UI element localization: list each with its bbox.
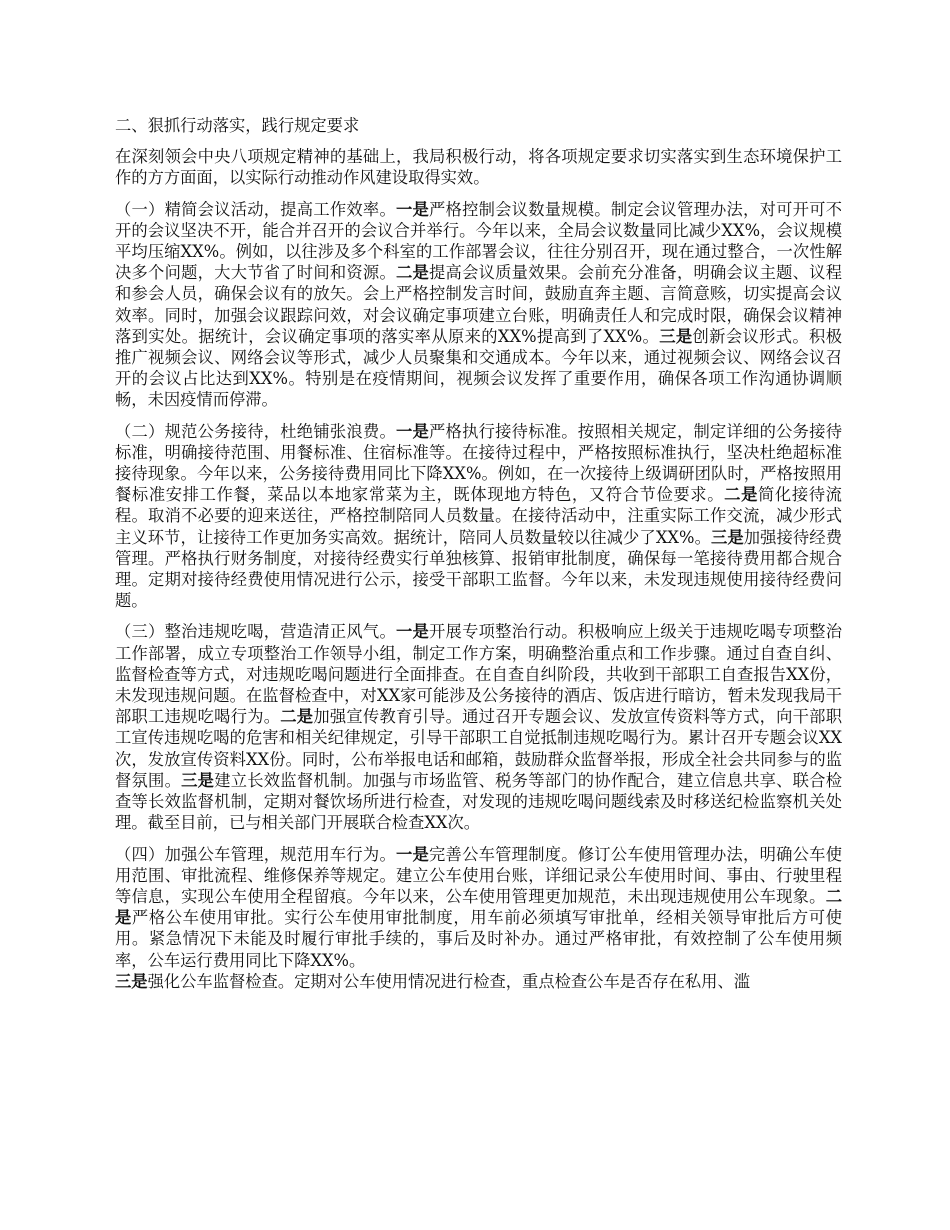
section-3-paragraph — [115, 621, 842, 833]
item-text: 加强接待经费管理。严格执行财务制度，对接待经费实行单独核算、报销审批制度，确保每一笔接待费用都合规合理。定期对接待经费使用情况进行公示，接受干部职工监督。今年以来，未发现违规使用接待经费问题。 — [115, 527, 842, 611]
item-text: 建立长效监督机制。加强与市场监管、税务等部门的协作配合，建立信息共享、联合检查等长效监督机制，定期对餐饮场所进行检查，对发现的违规吃喝问题线索及时移送纪检监察机关处理。截至目前，已与相关部门开展联合检查XX次。 — [115, 770, 842, 833]
section-heading: 二、狠抓行动落实，践行规定要求 — [115, 116, 360, 135]
section-2-paragraph — [115, 421, 842, 612]
item-marker: 三是 — [710, 527, 744, 547]
item-text: 开展专项整治行动。积极响应上级关于违规吃喝专项整治工作部署，成立专项整治工作领导小组，制定工作方案，明确整治重点和工作步骤。通过自查自纠、监督检查等方式，对违规吃喝问题进行全面排查。在自查自纠阶段，共收到干部职工自查报告XX份，未发现违规问题。在监督检查中，对XX家可能涉及公务接待的酒店、饭店进行暗访，暂未发现我局干部职工违规吃喝行为。 — [115, 622, 842, 727]
item-text: 强化公车监督检查。定期对公车使用情况进行检查，重点检查公车是否存在私用、滥 — [147, 971, 750, 991]
item-marker: 二是 — [280, 707, 314, 727]
item-marker: 三是 — [659, 326, 693, 346]
item-marker: 一是 — [395, 421, 430, 441]
section-1-title: （一）精简会议活动，提高工作效率。 — [115, 199, 396, 219]
item-text: 简化接待流程。取消不必要的迎来送往，严格控制陪同人员数量。在接待活动中，注重实际工作交流，减少形式主义环节，让接待工作更加务实高效。据统计，陪同人员数量较以往减少了XX%。 — [115, 485, 842, 547]
section-4-title: （四）加强公车管理，规范用车行为。 — [115, 844, 396, 864]
item-text: 创新会议形式。积极推广视频会议、网络会议等形式，减少人员聚集和交通成本。今年以来，通过视频会议、网络会议召开的会议占比达到XX%。特别是在疫情期间，视频会议发挥了重要作用，确保各项工作沟通协调顺畅，未因疫情而停滞。 — [115, 326, 842, 410]
item-marker: 三是 — [181, 770, 215, 790]
item-text: 严格控制会议数量规模。制定会议管理办法，对可开可不开的会议坚决不开，能合并召开的会议合并举行。今年以来，全局会议数量同比减少XX%，会议规模平均压缩XX%。例如，以往涉及多个科室的工作部署会议，往往分别召开，现在通过整合，一次性解决多个问题，大大节省了时间和资源。 — [115, 199, 842, 283]
intro-paragraph: 在深刻领会中央八项规定精神的基础上，我局积极行动，将各项规定要求切实落实到生态环境保护工作的方方面面，以实际行动推动作风建设取得实效。 — [115, 147, 842, 188]
item-marker: 二是 — [395, 263, 430, 283]
item-marker: 一是 — [395, 199, 430, 219]
section-4-paragraph — [115, 844, 842, 992]
section-2-title: （二）规范公务接待，杜绝铺张浪费。 — [115, 421, 396, 441]
item-text: 严格执行接待标准。按照相关规定，制定详细的公务接待标准，明确接待范围、用餐标准、住宿标准等。在接待过程中，严格按照标准执行，坚决杜绝超标准接待现象。今年以来，公务接待费用同比下降XX%。例如，在一次接待上级调研团队时，严格按照用餐标准安排工作餐，菜品以本地家常菜为主，既体现地方特色，又符合节俭要求。 — [115, 421, 842, 505]
item-marker: 三是 — [115, 971, 148, 991]
document-page — [115, 115, 842, 1002]
item-marker: 一是 — [395, 622, 430, 642]
item-text: 提高会议质量效果。会前充分准备，明确会议主题、议程和参会人员，确保会议有的放矢。会上严格控制发言时间，鼓励直奔主题、言简意赅，切实提高会议效率。同时，加强会议跟踪问效，对会议确定事项建立台账，明确责任人和完成时限，确保会议精神落到实处。据统计，会议确定事项的落实率从原来的XX%提高到了XX%。 — [115, 263, 842, 346]
item-text: 加强宣传教育引导。通过召开专题会议、发放宣传资料等方式，向干部职工宣传违规吃喝的危害和相关纪律规定，引导干部职工自觉抵制违规吃喝行为。累计召开专题会议XX次，发放宣传资料XX份。同时，公布举报电话和邮箱，鼓励群众监督举报，形成全社会共同参与的监督氛围。 — [115, 707, 842, 790]
item-marker: 二是 — [724, 485, 758, 505]
item-text: 完善公车管理制度。修订公车使用管理办法，明确公车使用范围、审批流程、维修保养等规定。建立公车使用台账，详细记录公车使用时间、事由、行驶里程等信息，实现公车使用全程留痕。今年以来，公车使用管理更加规范，未出现违规使用公车现象。 — [115, 844, 842, 906]
item-marker: 一是 — [395, 844, 430, 864]
section-3-title: （三）整治违规吃喝，营造清正风气。 — [115, 622, 396, 642]
item-text: 严格公车使用审批。实行公车使用审批制度，用车前必须填写审批单，经相关领导审批后方可使用。紧急情况下未能及时履行审批手续的，事后及时补办。通过严格审批，有效控制了公车使用频率，公车运行费用同比下降XX%。 — [115, 908, 842, 970]
section-1-paragraph — [115, 199, 842, 411]
item-marker: 二是 — [115, 886, 842, 928]
